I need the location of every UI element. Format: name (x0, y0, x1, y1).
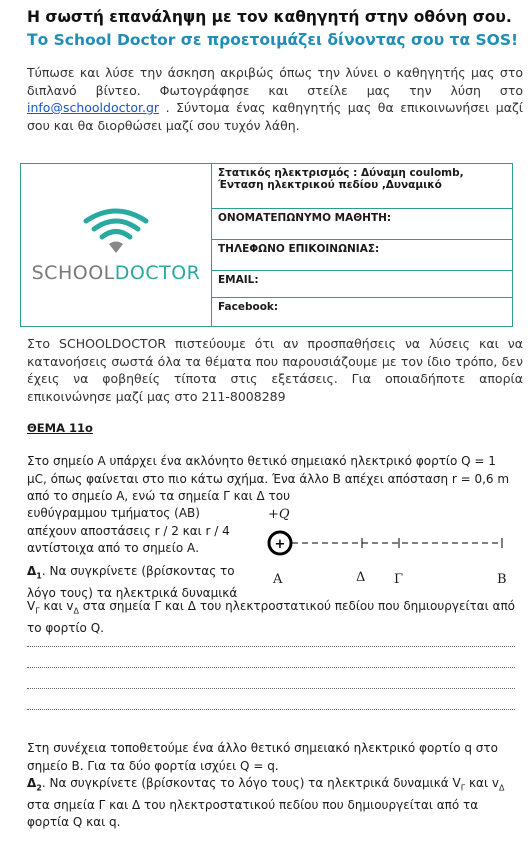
plus-sign: + (274, 537, 286, 552)
wifi-logo-icon (21, 207, 211, 258)
student-name-field[interactable]: ΟΝΟΜΑΤΕΠΩΝΥΜΟ ΜΑΘΗΤΗ: (212, 209, 513, 240)
phone-field[interactable]: ΤΗΛΕΦΩΝΟ ΕΠΙΚΟΙΝΩΝΙΑΣ: (212, 240, 513, 271)
logo-cell (21, 164, 212, 327)
point-g-label: Γ (394, 572, 404, 587)
student-info-table (20, 163, 513, 327)
charge-line (262, 525, 522, 561)
problem-text-1: Στο σημείο Α υπάρχει ένα ακλόνητο θετικό σημειακό ηλεκτρικό φορτίο Q = 1 μC, όπως φαίνεται στο πιο κάτω σχήμα. Ένα άλλο Β απέχει απόσταση r = 0,6 m από το σημείο Α, ενώ τα σημεία Γ και Δ του (27, 454, 510, 503)
question-1-end: $V_\Gamma$ και $v_\Delta$ στα σημεία Γ και Δ του ηλεκτροστατικού πεδίου που δημιουργείται από το φορτίο Q. (27, 599, 516, 635)
facebook-field[interactable]: Facebook: (212, 298, 513, 327)
logo-school: SCHOOL (31, 261, 115, 284)
email-field[interactable]: EMAIL: (212, 271, 513, 298)
question-2: $\Delta_2$. Να συγκρίνετε (βρίσκοντας το λόγο τους) τα ηλεκτρικά δυναμικά $V_\Gamma$ και $v_\Delta$ στα σημεία Γ και Δ του ηλεκτροστατικού πεδίου που δημιουργείται από τα φορτία Q και q. (27, 776, 505, 830)
info-paragraph: Στο SCHOOLDOCTOR πιστεύουμε ότι αν προσπαθήσεις να λύσεις και να κατανοήσεις σωστά όλα τα θέματα που παρουσιάζουμε με τον ίδιο τρόπο, δεν έχεις να φοβηθείς τίποτα στις εξετάσεις. Για οποιαδήποτε απορία επικοινώνησε μαζί μας στο 211-8008289 (27, 336, 523, 404)
title-line-2: Το School Doctor σε προετοιμάζει δίνοντας σου τα SOS! (27, 31, 519, 49)
q2-label: $\Delta_2$ (27, 776, 42, 793)
email-link[interactable]: info@schooldoctor.gr (27, 100, 160, 115)
intro-text: Τύπωσε και λύσε την άσκηση ακριβώς όπως την λύνει ο καθηγητής μας στο διπλανό βίντεο. Φωτογράφησε και στείλε μας την λύση στο (27, 65, 523, 98)
topic-cell: Στατικός ηλεκτρισμός : Δύναμη coulomb, Ένταση ηλεκτρικού πεδίου ,Δυναμικό (212, 164, 513, 209)
logo-doctor: DOCTOR (114, 261, 201, 284)
answer-line[interactable] (27, 646, 515, 647)
answer-line[interactable] (27, 709, 515, 710)
answer-line[interactable] (27, 688, 515, 689)
charge-label: +Q (268, 507, 290, 522)
logo-wordmark (21, 262, 211, 284)
answer-line[interactable] (27, 667, 515, 668)
question-1-start: $\Delta_1$. Να συγκρίνετε (βρίσκοντας το λόγο τους) τα ηλεκτρικά δυναμικά (27, 564, 238, 600)
title-line-1: Η σωστή επανάληψη με τον καθηγητή στην οθόνη σου. (27, 8, 512, 26)
point-b-label: B (497, 572, 507, 587)
problem-text-2: ευθύγραμμου τμήματος (ΑΒ) απέχουν αποστάσεις r / 2 και r / 4 αντίστοιχα από το σημείο Α. (27, 506, 230, 555)
intro-text-end: . Σύντομα ένας καθηγητής μας θα επικοινωνήσει μαζί σου και θα διορθώσει μαζί σου τυχόν λάθη. (27, 100, 523, 133)
q1-label: $\Delta_1$ (27, 564, 42, 581)
problem-title: ΘΕΜΑ 11ο (27, 421, 93, 435)
intro-paragraph (27, 64, 523, 134)
problem-text-3: Στη συνέχεια τοποθετούμε ένα άλλο θετικό σημειακό ηλεκτρικό φορτίο q στο σημείο Β. Για τα δύο φορτία ισχύει Q = q. (27, 741, 498, 773)
point-a-label: A (273, 572, 283, 587)
point-d-label: Δ (356, 570, 366, 585)
